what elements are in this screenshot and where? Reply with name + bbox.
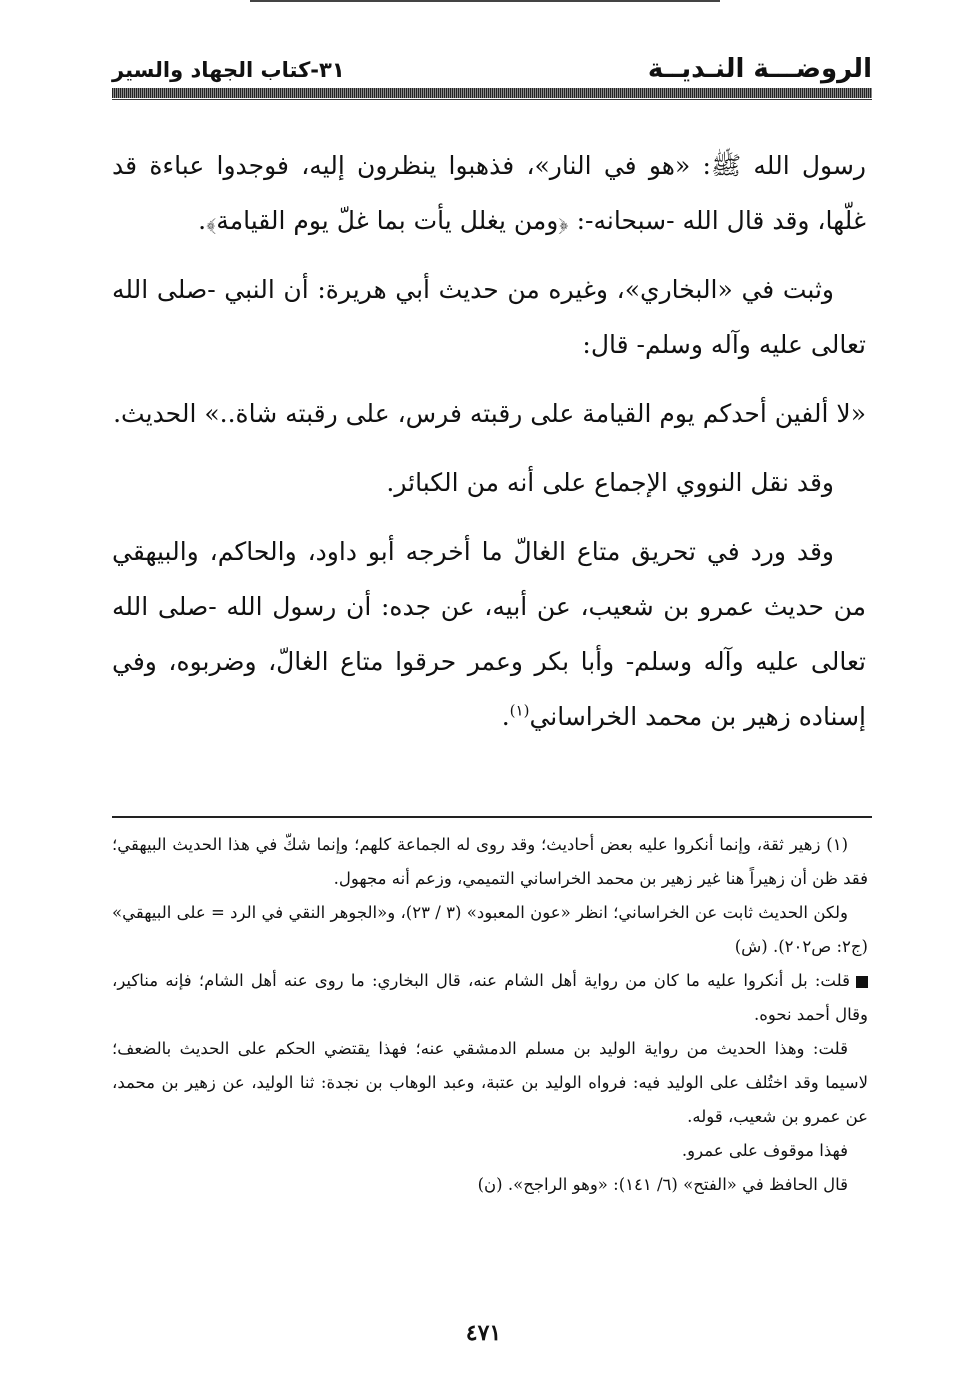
top-edge-rule — [250, 0, 720, 2]
footnote-2: ولكن الحديث ثابت عن الخراساني؛ انظر «عون المعبود» (٣ / ٢٣)، و«الجوهر النقي في الرد = على البيهقي» (ج٢: ص٢٠٢). (ش) — [112, 903, 868, 956]
header-rule — [112, 88, 872, 98]
paragraph-4: وقد نقل النووي الإجماع على أنه من الكبائر. — [386, 468, 834, 497]
footnote-3 — [112, 964, 868, 1032]
footnotes — [112, 828, 868, 1202]
chapter-title: ٣١-كتاب الجهاد والسير — [112, 58, 345, 82]
paragraph-5-end: . — [501, 702, 510, 731]
footnote-3-text: قلت: بل أنكروا عليه ما كان من رواية أهل الشام عنه، قال البخاري: ما روى عنه أهل الشام؛ فإنه مناكير، وقال أحمد نحوه. — [112, 971, 868, 1024]
footnote-6: قال الحافظ في «الفتح» (٦/ ١٤١): «وهو الراجح». (ن) — [477, 1175, 848, 1194]
footnote-divider — [112, 816, 872, 818]
paragraph-5-text: وقد ورد في تحريق متاع الغالّ ما أخرجه أبو داود، والحاكم، والبيهقي من حديث عمرو بن شعيب، عن أبيه، عن جده: أن رسول الله -صلى الله تعالى عليه وآله وسلم- وأبا بكر وعمر حرقوا متاع الغالّ، وضربوه، وفي إسناده زهير بن محمد الخراساني — [112, 537, 866, 731]
square-bullet-icon — [856, 976, 868, 988]
paragraph-3: «لا ألفين أحدكم يوم القيامة على رقبته فرس، على رقبته شاة..» الحديث. — [113, 399, 866, 428]
main-text — [112, 138, 866, 758]
footnote-5: فهذا موقوف على عمرو. — [681, 1141, 848, 1160]
page-number: ٤٧١ — [465, 1320, 502, 1346]
running-header — [112, 52, 872, 86]
book-title: الروضـــة النـديــة — [647, 54, 872, 84]
footnote-4: قلت: وهذا الحديث من رواية الوليد بن مسلم الدمشقي عنه؛ فهذا يقتضي الحكم على الحديث بالضعف؛ لاسيما وقد اختُلف على الوليد فيه: فرواه الوليد بن عتبة، وعبد الوهاب بن نجدة: ثنا الوليد، عن زهير بن محمد، عن عمرو بن شعيب، قوله. — [112, 1039, 868, 1126]
footnote-ref: (١) — [509, 701, 530, 720]
footnote-1: (١) زهير ثقة، وإنما أنكروا عليه بعض أحاديث؛ وقد روى له الجماعة كلهم؛ وإنما شكّ في هذا الحديث البيهقي؛ فقد ظن أن زهيراً هنا غير زهير بن محمد الخراساني التميمي، وزعم أنه مجهول. — [112, 835, 868, 888]
paragraph-2: وثبت في «البخاري»، وغيره من حديث أبي هريرة: أن النبي -صلى الله تعالى عليه وآله وسلم- قال: — [112, 275, 866, 359]
paragraph-5 — [112, 524, 866, 744]
paragraph-1: رسول الله ﷺ: «هو في النار»، فذهبوا ينظرون إليه، فوجدوا عباءة قد غلّها، وقد قال الله -سبحانه-: ﴿ومن يغلل يأت بما غلّ يوم القيامة﴾. — [112, 151, 866, 235]
